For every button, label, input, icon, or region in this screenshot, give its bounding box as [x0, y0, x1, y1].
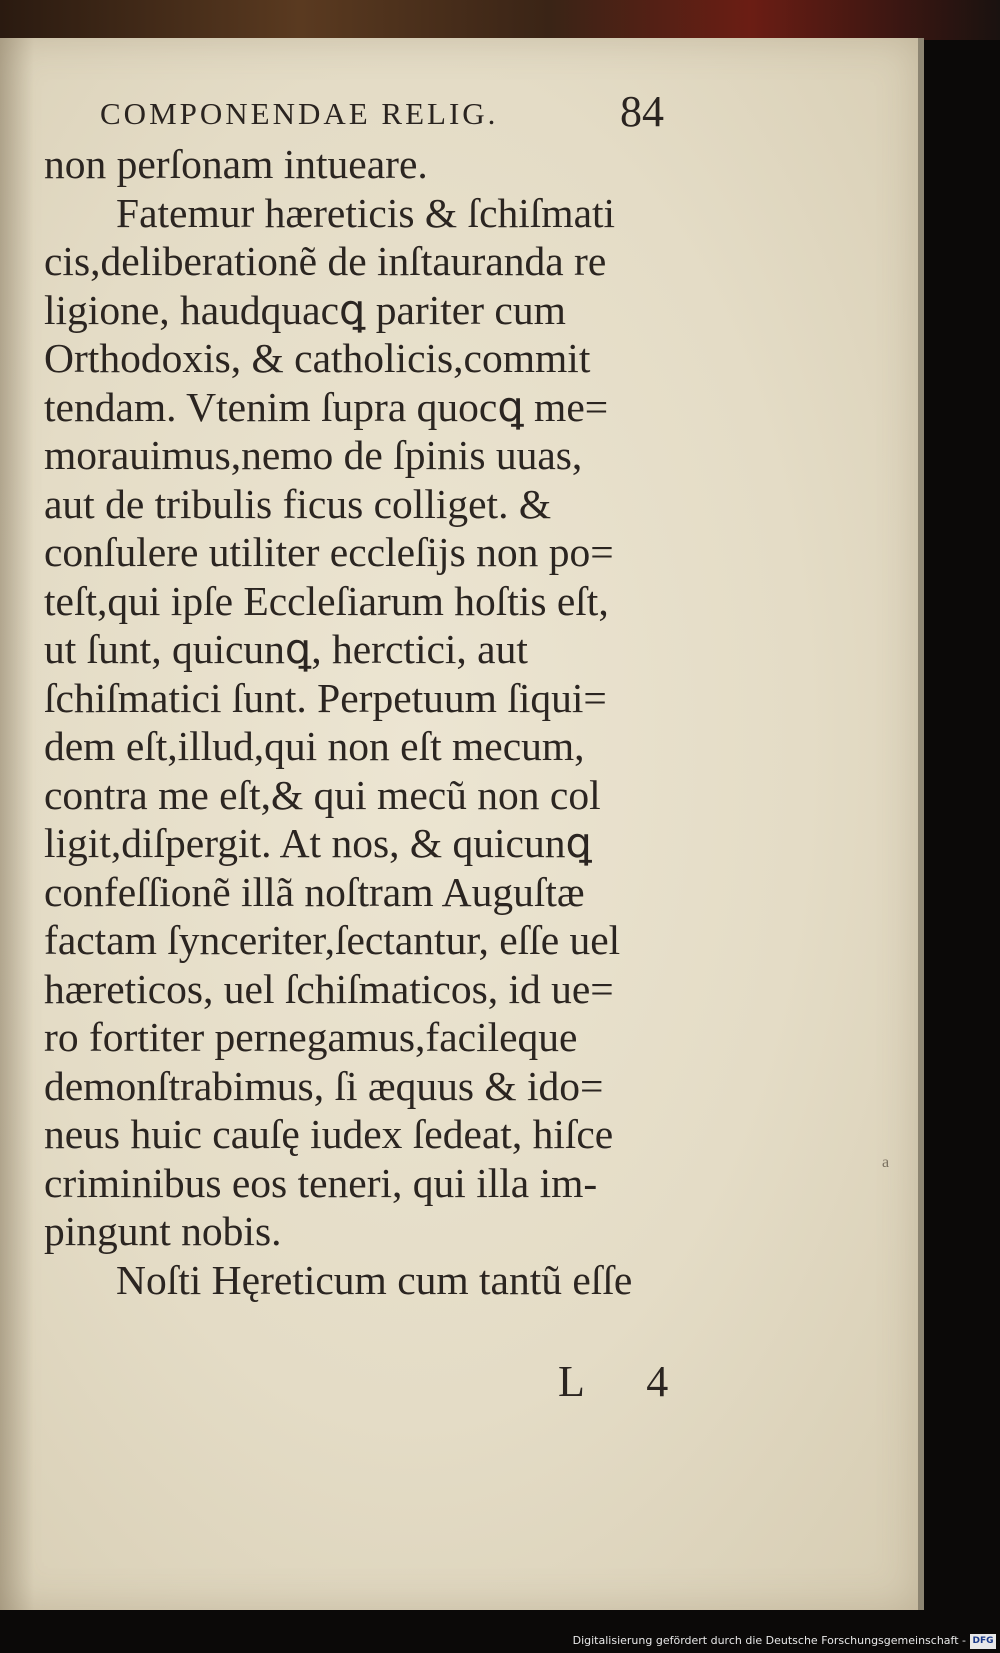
gutter-shadow	[0, 38, 34, 1610]
funding-credit: Digitalisierung gefördert durch die Deutsche Forschungsgemeinschaft -	[572, 1634, 966, 1647]
body-text	[44, 140, 744, 1304]
text-line: cis,deliberationẽ de inſtauranda re	[44, 238, 607, 284]
dfg-logo: DFG	[970, 1634, 996, 1649]
text-line: morauimus,nemo de ſpinis uuas,	[44, 432, 583, 478]
text-line: ligione, haudquacꝗ pariter cum	[44, 286, 566, 333]
page-header	[100, 86, 700, 138]
signature-mark: L 4	[558, 1357, 695, 1406]
text-line: ro fortiter pernegamus,facileque	[44, 1014, 578, 1060]
text-line: ligit,diſpergit. At nos, & quicunꝗ	[44, 820, 592, 866]
text-line: neus huic cauſę iudex ſedeat, hiſce	[44, 1111, 614, 1157]
text-line: confeſſionẽ illã noſtram Auguſtæ	[44, 868, 585, 915]
text-line: demonſtrabimus, ſi æquus & ido=	[44, 1062, 604, 1109]
text-line: teſt,qui ipſe Eccleſiarum hoſtis eſt,	[44, 577, 609, 624]
text-line: Fatemur hæreticis & ſchiſmati	[116, 189, 616, 236]
text-line: tendam. Vtenim ſupra quocꝗ me=	[44, 383, 609, 430]
digitization-footer	[0, 1632, 1000, 1653]
text-line: Noſti Hęreticum cum tantũ eſſe	[116, 1256, 633, 1303]
text-line: ſchiſmatici ſunt. Perpetuum ſiqui=	[44, 674, 607, 721]
text-line: criminibus eos teneri, qui illa im-	[44, 1159, 598, 1206]
book-page	[0, 38, 924, 1610]
text-line: conſulere utiliter eccleſijs non po=	[44, 529, 614, 575]
text-line: non perſonam intueare.	[44, 141, 428, 187]
text-line: ut ſunt, quicunꝗ, herctici, aut	[44, 626, 528, 672]
text-line: Orthodoxis, & catholicis,commit	[44, 335, 591, 381]
text-line: hæreticos, uel ſchiſmaticos, id ue=	[44, 965, 614, 1012]
text-line: dem eſt,illud,qui non eſt mecum,	[44, 723, 585, 769]
text-line: factam ſynceriter,ſectantur, eſſe uel	[44, 917, 621, 963]
running-title: COMPONENDAE RELIG.	[100, 96, 499, 131]
text-line: contra me eſt,& qui mecũ non col	[44, 771, 601, 818]
page-number: 84	[620, 87, 664, 136]
text-line: pingunt nobis.	[44, 1208, 282, 1254]
text-line: aut de tribulis ficus colliget. &	[44, 480, 552, 527]
book-edge-strip	[0, 0, 1000, 40]
margin-mark: a	[882, 1154, 890, 1171]
